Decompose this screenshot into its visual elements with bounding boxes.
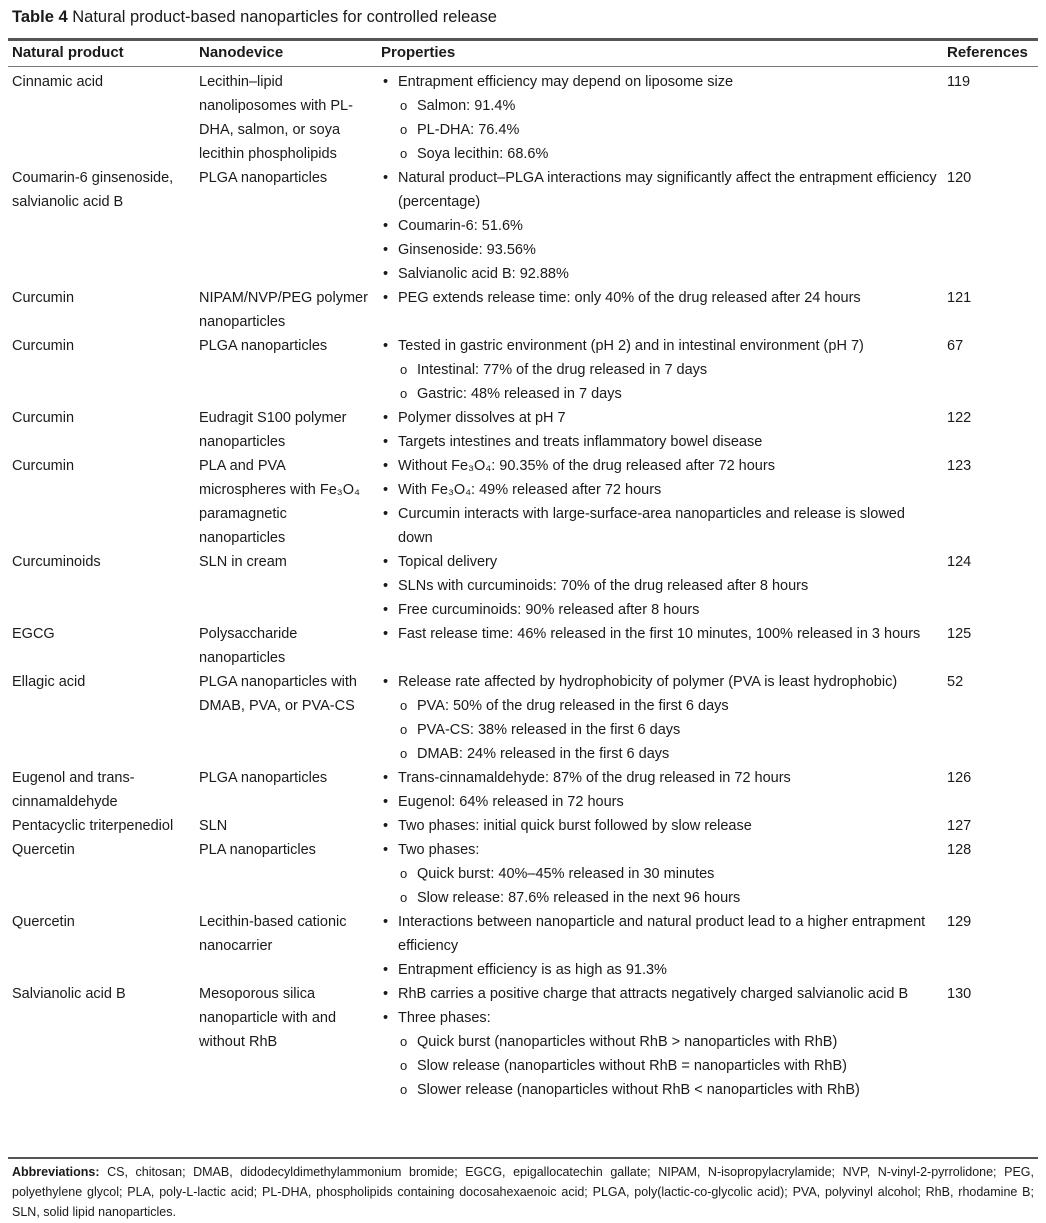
- sub-bullet-item: o DMAB: 24% released in the first 6 days: [381, 742, 941, 766]
- sub-bullet-item: o Intestinal: 77% of the drug released in 7 days: [381, 358, 941, 382]
- natural-product-cell: Eugenol and trans-cinnamaldehyde: [12, 770, 135, 810]
- table-row: [0, 766, 1046, 814]
- nanodevice-cell: Lecithin–lipid nanoliposomes with PL-DHA, salmon, or soya lecithin phospholipids: [199, 74, 353, 162]
- reference-cell: 128: [947, 842, 972, 858]
- sub-bullet-item: o Quick burst: 40%–45% released in 30 minutes: [381, 862, 941, 886]
- bullet-item: • Natural product–PLGA interactions may significantly affect the entrapment efficiency (percentage): [381, 166, 941, 214]
- natural-product-cell: Curcumin: [12, 290, 75, 306]
- properties-cell: [381, 406, 941, 454]
- header-properties: Properties: [381, 44, 456, 61]
- bullet-item: • Curcumin interacts with large-surface-area nanoparticles and release is slowed down: [381, 502, 941, 550]
- natural-product-cell: Curcumin: [12, 338, 75, 354]
- sub-bullet-item: o PL-DHA: 76.4%: [381, 118, 941, 142]
- reference-cell: 121: [947, 290, 972, 306]
- header-nanodevice: Nanodevice: [199, 44, 284, 61]
- nanodevice-cell: PLGA nanoparticles with DMAB, PVA, or PVA-CS: [199, 674, 357, 714]
- header-natural-product: Natural product: [12, 44, 124, 61]
- table-row: [0, 334, 1046, 406]
- reference-cell: 129: [947, 914, 972, 930]
- bullet-item: • Three phases:: [381, 1006, 941, 1030]
- nanodevice-cell: SLN: [199, 818, 228, 834]
- table-row: [0, 454, 1046, 550]
- bullet-item: • Ginsenoside: 93.56%: [381, 238, 941, 262]
- properties-cell: [381, 70, 941, 166]
- abbreviations-note: Abbreviations: CS, chitosan; DMAB, didodecyldimethylammonium bromide; EGCG, epigallocatechin gallate; NIPAM, N-isopropylacrylamide; NVP, N-vinyl-2-pyrrolidone; PEG, polyethylene glycol; PLA, poly-L-lactic acid; PL-DHA, phospholipids containing docosahexaenoic acid; PLGA, poly(lactic-co-glycolic acid); PVA, polyvinyl alcohol; RhB, rhodamine B; SLN, solid lipid nanoparticles.: [12, 1165, 1034, 1219]
- table-row: [0, 838, 1046, 910]
- nanodevice-cell: PLGA nanoparticles: [199, 170, 328, 186]
- natural-product-cell: Quercetin: [12, 842, 75, 858]
- natural-product-cell: EGCG: [12, 626, 55, 642]
- nanodevice-cell: Lecithin-based cationic nanocarrier: [199, 914, 347, 954]
- table-row: [0, 286, 1046, 334]
- table-row: [0, 670, 1046, 766]
- table-row: [0, 550, 1046, 622]
- bullet-item: • Targets intestines and treats inflammatory bowel disease: [381, 430, 941, 454]
- sub-bullet-item: o Slower release (nanoparticles without RhB < nanoparticles with RhB): [381, 1078, 941, 1102]
- bullet-item: • Topical delivery: [381, 550, 941, 574]
- natural-product-cell: Quercetin: [12, 914, 75, 930]
- bullet-item: • Trans-cinnamaldehyde: 87% of the drug released in 72 hours: [381, 766, 941, 790]
- natural-product-cell: Curcumin: [12, 410, 75, 426]
- properties-cell: [381, 910, 941, 982]
- nanodevice-cell: PLGA nanoparticles: [199, 770, 328, 786]
- bullet-item: • Fast release time: 46% released in the first 10 minutes, 100% released in 3 hours: [381, 622, 941, 646]
- table-row: [0, 406, 1046, 454]
- natural-product-cell: Cinnamic acid: [12, 74, 104, 90]
- sub-bullet-item: o Salmon: 91.4%: [381, 94, 941, 118]
- bullet-item: • Interactions between nanoparticle and natural product lead to a higher entrapment efficiency: [381, 910, 941, 958]
- bullet-item: • Two phases: initial quick burst followed by slow release: [381, 814, 941, 838]
- nanodevice-cell: PLA and PVA microspheres with Fe₃O₄ paramagnetic nanoparticles: [199, 458, 360, 546]
- bullet-item: • RhB carries a positive charge that attracts negatively charged salvianolic acid B: [381, 982, 941, 1006]
- natural-product-cell: Pentacyclic triterpenediol: [12, 818, 174, 834]
- nanodevice-cell: PLGA nanoparticles: [199, 338, 328, 354]
- bullet-item: • Entrapment efficiency is as high as 91.3%: [381, 958, 941, 982]
- properties-cell: [381, 550, 941, 622]
- nanodevice-cell: Mesoporous silica nanoparticle with and without RhB: [199, 986, 337, 1050]
- bullet-item: • Tested in gastric environment (pH 2) and in intestinal environment (pH 7): [381, 334, 941, 358]
- bullet-item: • Entrapment efficiency may depend on liposome size: [381, 70, 941, 94]
- properties-cell: [381, 286, 941, 334]
- sub-bullet-item: o Slow release (nanoparticles without RhB = nanoparticles with RhB): [381, 1054, 941, 1078]
- reference-cell: 123: [947, 458, 972, 474]
- table-row: [0, 982, 1046, 1102]
- properties-cell: [381, 982, 941, 1102]
- natural-product-cell: Curcuminoids: [12, 554, 101, 570]
- sub-bullet-item: o Slow release: 87.6% released in the next 96 hours: [381, 886, 941, 910]
- bullet-item: • With Fe₃O₄: 49% released after 72 hours: [381, 478, 941, 502]
- reference-cell: 125: [947, 626, 972, 642]
- reference-cell: 124: [947, 554, 972, 570]
- reference-cell: 120: [947, 170, 972, 186]
- bullet-item: • PEG extends release time: only 40% of the drug released after 24 hours: [381, 286, 941, 310]
- sub-bullet-item: o PVA-CS: 38% released in the first 6 days: [381, 718, 941, 742]
- table-row: [0, 910, 1046, 982]
- reference-cell: 67: [947, 338, 964, 354]
- properties-cell: [381, 838, 941, 910]
- bullet-item: • Salvianolic acid B: 92.88%: [381, 262, 941, 286]
- sub-bullet-item: o PVA: 50% of the drug released in the first 6 days: [381, 694, 941, 718]
- bullet-item: • SLNs with curcuminoids: 70% of the drug released after 8 hours: [381, 574, 941, 598]
- properties-cell: [381, 622, 941, 670]
- bullet-item: • Free curcuminoids: 90% released after 8 hours: [381, 598, 941, 622]
- natural-product-cell: Ellagic acid: [12, 674, 86, 690]
- reference-cell: 127: [947, 818, 972, 834]
- header-references: References: [947, 44, 1028, 61]
- sub-bullet-item: o Quick burst (nanoparticles without RhB > nanoparticles with RhB): [381, 1030, 941, 1054]
- table-body: [0, 70, 1046, 1102]
- table-row: [0, 622, 1046, 670]
- sub-bullet-item: o Soya lecithin: 68.6%: [381, 142, 941, 166]
- bullet-item: • Eugenol: 64% released in 72 hours: [381, 790, 941, 814]
- sub-bullet-item: o Gastric: 48% released in 7 days: [381, 382, 941, 406]
- properties-cell: [381, 166, 941, 286]
- natural-product-cell: Coumarin-6 ginsenoside, salvianolic acid B: [12, 170, 174, 210]
- bullet-item: • Polymer dissolves at pH 7: [381, 406, 941, 430]
- properties-cell: [381, 670, 941, 766]
- table-row: [0, 70, 1046, 166]
- nanodevice-cell: NIPAM/NVP/PEG polymer nanoparticles: [199, 290, 368, 330]
- header-rule: [8, 66, 1038, 67]
- nanodevice-cell: SLN in cream: [199, 554, 287, 570]
- bullet-item: • Two phases:: [381, 838, 941, 862]
- properties-cell: [381, 766, 941, 814]
- reference-cell: 130: [947, 986, 972, 1002]
- table-row: [0, 814, 1046, 838]
- nanodevice-cell: Eudragit S100 polymer nanoparticles: [199, 410, 347, 450]
- bullet-item: • Coumarin-6: 51.6%: [381, 214, 941, 238]
- top-rule: [8, 38, 1038, 41]
- natural-product-cell: Salvianolic acid B: [12, 986, 126, 1002]
- properties-cell: [381, 814, 941, 838]
- reference-cell: 52: [947, 674, 964, 690]
- bullet-item: • Without Fe₃O₄: 90.35% of the drug released after 72 hours: [381, 454, 941, 478]
- table-title: Table 4 Natural product-based nanoparticles for controlled release: [12, 8, 497, 26]
- properties-cell: [381, 334, 941, 406]
- reference-cell: 119: [947, 74, 971, 90]
- table-row: [0, 166, 1046, 286]
- natural-product-cell: Curcumin: [12, 458, 75, 474]
- bottom-rule: [8, 1157, 1038, 1159]
- bullet-item: • Release rate affected by hydrophobicity of polymer (PVA is least hydrophobic): [381, 670, 941, 694]
- reference-cell: 122: [947, 410, 972, 426]
- nanodevice-cell: PLA nanoparticles: [199, 842, 316, 858]
- properties-cell: [381, 454, 941, 550]
- reference-cell: 126: [947, 770, 972, 786]
- nanodevice-cell: Polysaccharide nanoparticles: [199, 626, 298, 666]
